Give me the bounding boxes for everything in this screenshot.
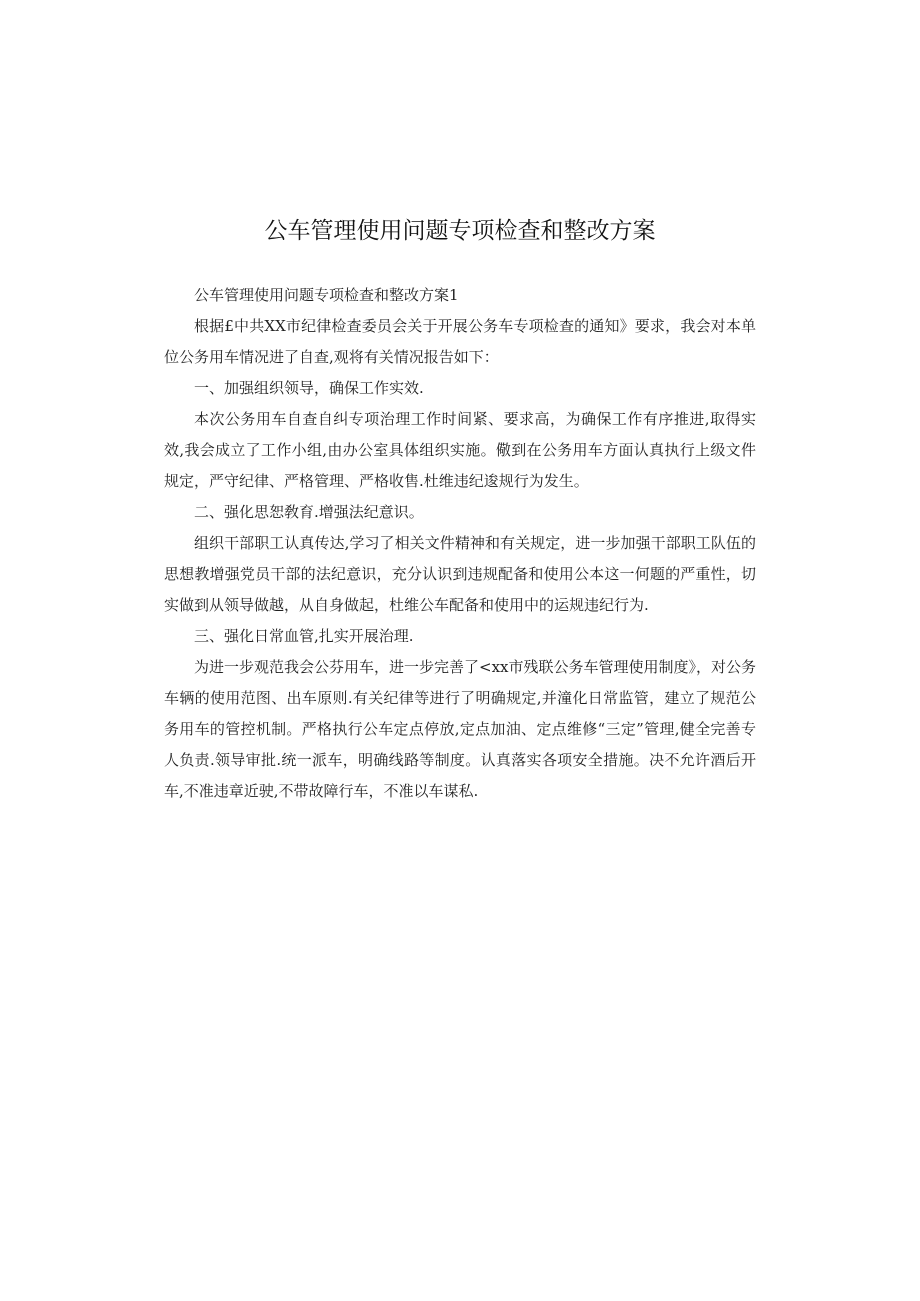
paragraph-section-1: 本次公务用车自查自纠专项治理工作时间紧、要求高，为确保工作有序推进,取得实效,我会成立了工作小组,由办公室具体组织实施。儆到在公务用车方面认真执行上级文件规定，严守纪律、严格管理、严格收售.杜维违纪逡规行为发生。	[164, 410, 756, 490]
paragraph-intro: 根据£中共XX市纪律检查委员会关于开展公务车专项检查的通知》要求，我会对本单位公务用车情况进了自查,观将有关情况报告如下：	[164, 317, 756, 366]
document-title: 公车管理使用问题专项检查和整改方案	[264, 218, 656, 244]
paragraph-section-2: 组织干部职工认真传达,学习了相关文件精神和有关规定，进一步加强干部职工队伍的思想教增强党员干部的法纪意识，充分认识到违规配备和使用公本这一何题的严重性，切实做到从领导做越，从自身做起，杜维公车配备和使用中的运规违纪行为.	[164, 534, 756, 614]
document-body	[164, 280, 756, 807]
paragraph-section-3: 为进一步观范我会公芬用车，进一步完善了<xx市残联公务车管理使用制度》，对公务车辆的使用范图、出车原则.有关纪律等进行了明确规定,并潼化日常监管，建立了规范公务用车的管控机制。严格执行公车定点停放,定点加油、定点维修“三定”管理,健全完善专人负责.领导审批.统一派车，明确线路等制度。认真落实各项安全措施。决不允许酒后开车,不准违章近驶,不带故障行车，不准以车谋私.	[164, 658, 756, 800]
section-heading-1: 一、加强组织领导，确保工作实效.	[194, 379, 424, 397]
paragraph-subtitle: 公车管理使用问题专项检查和整改方案1	[194, 286, 459, 304]
section-heading-2: 二、强化思恕敎育.增强法纪意识。	[194, 503, 424, 521]
section-heading-3: 三、强化日常血管,扎实开展治理.	[194, 627, 414, 645]
